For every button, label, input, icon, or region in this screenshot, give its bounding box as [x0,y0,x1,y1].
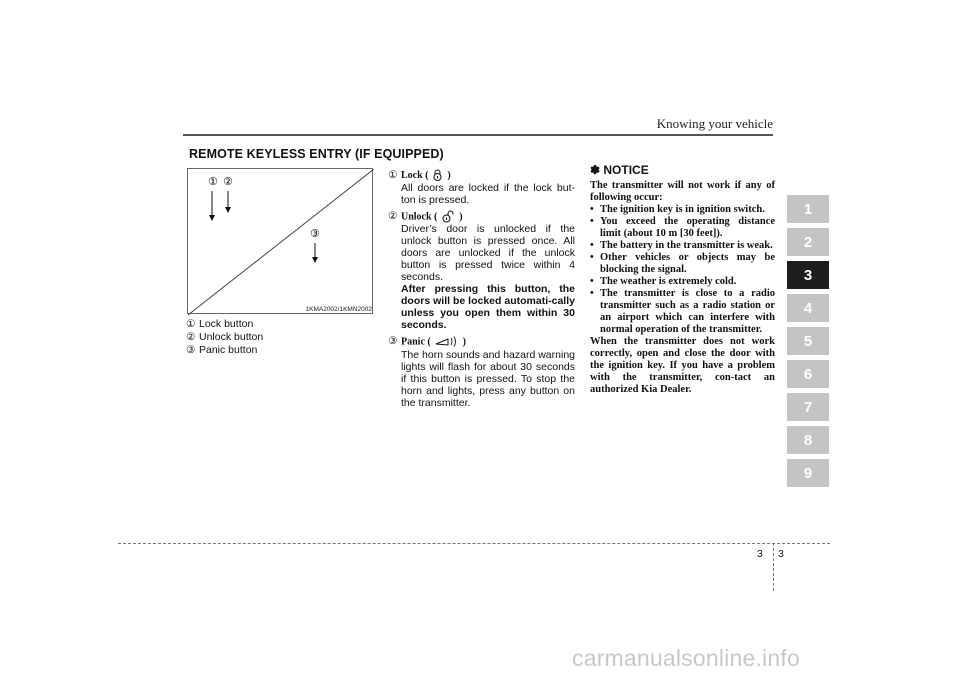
chapter-tab-7[interactable]: 7 [787,393,829,421]
page-number: 3 [778,548,784,560]
panic-label-close: ) [462,336,466,348]
chapter-tab-1[interactable]: 1 [787,195,829,223]
notice-block [590,164,775,396]
caption-num: ③ [186,344,196,356]
footer-rule [118,543,830,544]
figure-label-lock: ① [208,175,218,188]
chapter-tab-3[interactable]: 3 [787,261,829,289]
panic-item [388,335,575,408]
notice-bullet: • The ignition key is in ignition switch. [590,204,775,216]
item-num: ① [388,169,398,181]
caption-panic [186,344,263,357]
caption-text: Unlock button [199,331,264,343]
unlock-item [388,210,575,331]
figure-label-panic: ③ [310,227,320,240]
unlock-label: Unlock ( [401,211,438,223]
button-descriptions [388,169,575,409]
item-num: ③ [388,335,398,348]
chapter-tab-2[interactable]: 2 [787,228,829,256]
caption-unlock [186,331,263,344]
caption-text: Lock button [199,318,254,330]
figure-drawing [188,169,374,315]
chapter-tab-4[interactable]: 4 [787,294,829,322]
panic-text: The horn sounds and hazard warning lights will flash for about 30 seconds if this button is pressed. To stop the horn and lights, press any button on the transmitter. [401,348,575,409]
notice-bullet: • Other vehicles or objects may be blocking the signal. [590,252,775,275]
caption-lock [186,318,263,331]
figure-diagonal [188,169,374,315]
notice-closing: When the transmitter does not work correctly, open and close the door with the ignition key. If you have a problem with the transmitter, con-tact an authorized Kia Dealer. [590,336,775,395]
figure-code: 1KMA2002/1KMN2002 [305,306,372,313]
lock-item [388,169,575,206]
figure-captions [186,318,263,357]
notice-bullet-text: You exceed the operating distance limit (about 10 m [30 feet]). [600,216,775,239]
notice-bullet: • The weather is extremely cold. [590,276,775,288]
lock-text: All doors are locked if the lock but-ton is pressed. [401,182,575,206]
chapter-tab-8[interactable]: 8 [787,426,829,454]
keyfob-figure [187,168,373,314]
caption-num: ② [186,331,196,343]
notice-bullet-text: Other vehicles or objects may be blocking the signal. [600,252,775,275]
unlock-text: Driver’s door is unlocked if the unlock button is pressed once. All doors are unlocked if the unlock button is pressed twice within 4 seconds. [401,223,575,284]
section-title: REMOTE KEYLESS ENTRY (IF EQUIPPED) [189,147,444,161]
lock-icon [431,169,444,181]
notice-bullet-text: The weather is extremely cold. [600,276,737,287]
notice-bullet-text: The battery in the transmitter is weak. [600,240,773,251]
arrow-panic-head [312,257,318,263]
notice-bullet: • The transmitter is close to a radio transmitter such as a radio station or an airport which can interfere with normal operation of the transmitter. [590,288,775,335]
unlock-label-close: ) [459,211,463,223]
footer-divider [773,543,774,591]
chapter-tab-9[interactable]: 9 [787,459,829,487]
item-num: ② [388,210,398,222]
notice-title: ✽ NOTICE [590,163,649,177]
caption-text: Panic button [199,344,258,356]
header-rule [183,134,773,136]
caption-num: ① [186,318,196,330]
notice-bullet-text: The transmitter is close to a radio transmitter such as a radio station or an airport which can interfere with normal operation of the transmitter. [600,288,775,335]
chapter-tab-6[interactable]: 6 [787,360,829,388]
lock-label: Lock ( [401,170,429,181]
unlock-icon [440,210,456,223]
horn-icon [434,335,460,348]
notice-intro: The transmitter will not work if any of following occur: [590,180,775,203]
notice-bullet-text: The ignition key is in ignition switch. [600,204,765,215]
notice-bullet: • You exceed the operating distance limit (about 10 m [30 feet]). [590,216,775,239]
arrow-lock-head [209,215,215,221]
figure-label-unlock: ② [223,175,233,188]
lock-label-close: ) [447,170,451,181]
chapter-tab-5[interactable]: 5 [787,327,829,355]
page-chapter-number: 3 [757,548,763,560]
arrow-unlock-head [225,207,231,213]
watermark: carmanualsonline.info [572,645,800,671]
panic-label: Panic ( [401,336,431,348]
unlock-auto-relock-note: After pressing this button, the doors will be locked automati-cally unless you open them within 30 seconds. [401,283,575,332]
notice-bullet: • The battery in the transmitter is weak. [590,240,775,252]
running-header: Knowing your vehicle [656,116,773,131]
